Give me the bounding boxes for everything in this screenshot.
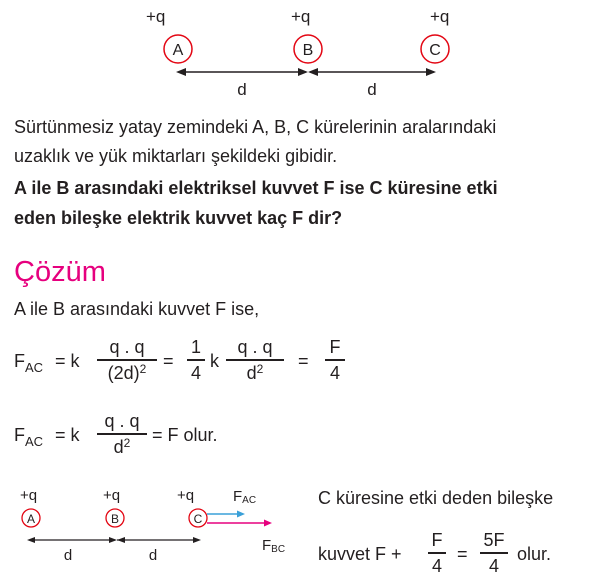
eq2-rhs: = F olur. [152,425,218,445]
top-figure [0,0,615,100]
eq2-fraction: q . q $d^2$ [97,410,147,458]
conclusion-fraction-1: F 4 [428,529,446,577]
solution-title: Çözüm [14,256,106,288]
charge-label-b: +q [291,7,311,26]
bottom-distance-label-ab: d [63,547,73,564]
bottom-sphere-label-c: C [193,512,203,526]
bottom-distance-label-bc: d [148,547,158,564]
eq1-equals-k: = k [55,351,80,371]
force-arrow-bc [207,520,272,527]
bottom-distance-arrow-ab [27,537,117,543]
eq1-equals: = [163,351,174,371]
distance-arrow-bc [308,68,436,76]
conclusion-prefix: kuvvet F + [318,544,402,564]
bottom-charge-label-a: +q [20,487,38,504]
distance-label-bc: d [367,80,377,99]
distance-label-ab: d [237,80,247,99]
sphere-label-a: A [172,42,184,59]
problem-line-2: uzaklık ve yük miktarları şekildeki gibidir. [14,146,338,166]
charge-label-a: +q [146,7,166,26]
bottom-sphere-label-b: B [110,512,120,526]
conclusion-suffix: olur. [517,544,552,564]
question-line-2: eden bileşke elektrik kuvvet kaç F dir? [14,208,343,228]
eq1-fraction-4: F 4 [325,336,345,384]
solution-intro: A ile B arasındaki kuvvet F ise, [14,299,260,319]
force-label-bc: FBC [262,537,286,555]
bottom-sphere-label-a: A [26,512,36,526]
eq1-fraction-1: q . q $(2d)^2$ [97,336,157,384]
eq1-lhs: $F_{AC}$ [14,351,44,375]
bottom-charge-label-b: +q [103,487,121,504]
conclusion-equals: = [457,544,468,564]
bottom-figure [0,480,310,587]
force-arrow-ac [207,511,245,518]
bottom-distance-arrow-bc [117,537,201,543]
eq2-lhs: $F_{AC}$ [14,425,44,449]
eq1-fraction-3: q . q $d^2$ [226,336,284,384]
question-line-1: A ile B arasındaki elektriksel kuvvet F ise C küresine etki [14,178,498,198]
charge-label-c: +q [430,7,450,26]
eq1-equals-2: = [298,351,309,371]
distance-arrow-ab [176,68,308,76]
eq1-k: k [210,351,219,371]
conclusion-line-1: C küresine etki deden bileşke [318,488,554,508]
eq1-fraction-2: 1 4 [187,336,205,384]
bottom-charge-label-c: +q [177,487,195,504]
sphere-label-b: B [302,42,314,59]
eq2-equals-k: = k [55,425,80,445]
force-label-ac: FAC [233,488,257,506]
problem-line-1: Sürtünmesiz yatay zemindeki A, B, C kürelerinin aralarındaki [14,117,497,137]
sphere-label-c: C [429,42,441,59]
conclusion-fraction-2: 5F 4 [480,529,508,577]
